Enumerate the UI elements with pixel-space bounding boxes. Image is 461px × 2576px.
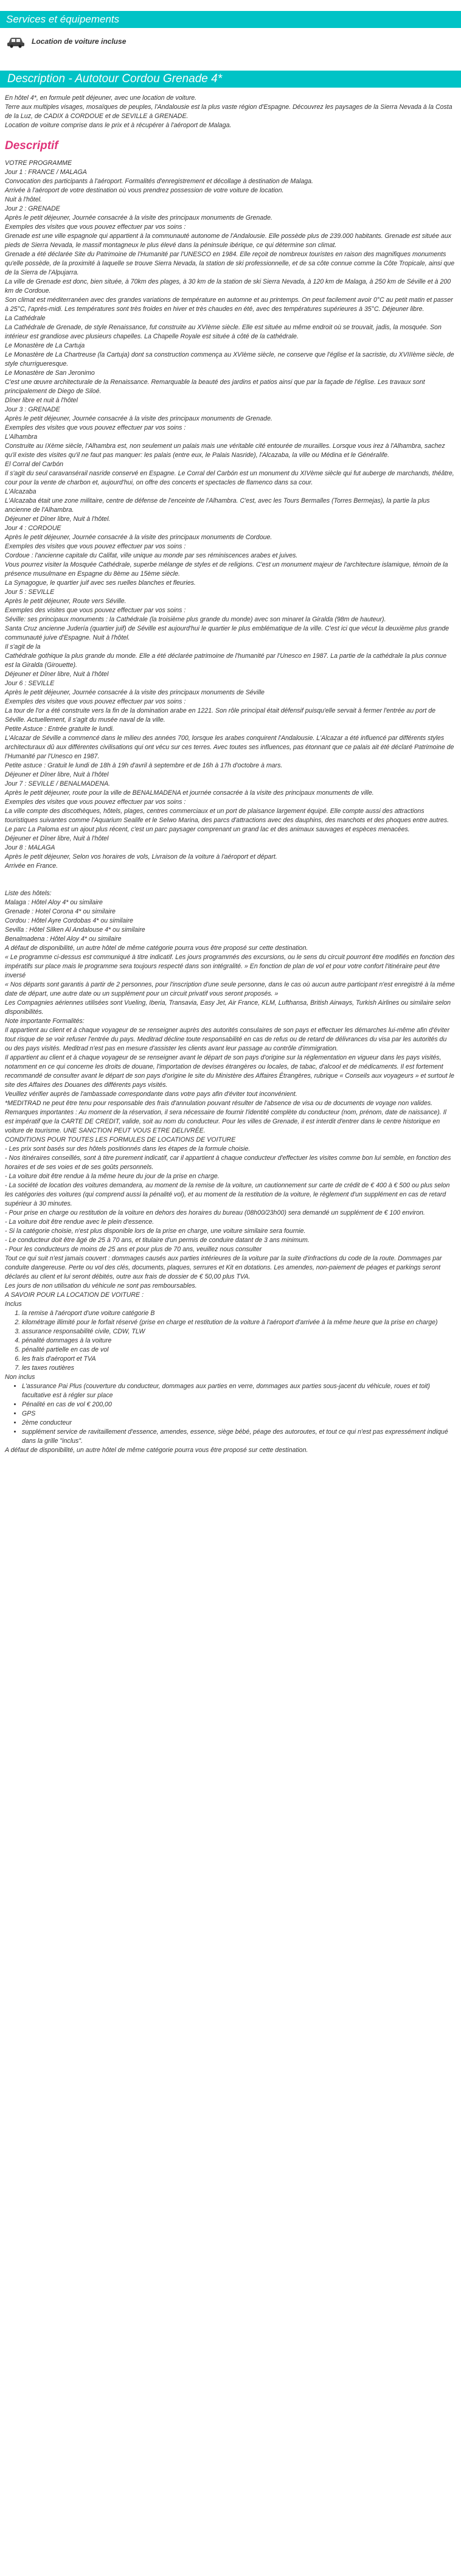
program-line: L'Alcazaba: [5, 488, 36, 495]
hotel-line: Sevilla : Hôtel Silken Al Andalouse 4* ou similaire: [5, 926, 145, 934]
program-line: Le Monastère de San Jeronimo: [5, 369, 95, 377]
program-line: Jour 2 : GRENADE: [5, 205, 60, 212]
hotel-line: *MEDITRAD ne peut être tenu pour responsable des frais d'annulation pouvant résulter de l'absence de visa ou de documents de voyage non valides.: [5, 1100, 433, 1107]
program-line: Exemples des visites que vous pouvez effectuer par vos soins :: [5, 798, 186, 806]
hotel-line: « Nos départs sont garantis à partir de 2 personnes, pour l'inscription d'une seule personne, dans le cas où aucun autre participant n'est enregistré à la même date de départ, une autre date ou un supplément pour un circuit privatif vous seront proposés. »: [5, 981, 455, 997]
services-heading: Services et équipements: [0, 11, 461, 28]
program-line: VOTRE PROGRAMME: [5, 159, 72, 167]
car-icon: [6, 35, 26, 48]
program-line: Arrivée en France.: [5, 862, 58, 870]
hotel-line: - Le conducteur doit être âgé de 25 à 70 ans, et titulaire d'un permis de conduire datant de 3 ans minimum.: [5, 1237, 310, 1244]
hotel-line: - La voiture doit être rendue à la même heure du jour de la prise en charge.: [5, 1173, 220, 1180]
program-line: Jour 7 : SEVILLE / BENALMADENA.: [5, 780, 111, 787]
hotel-line: Tout ce qui suit n'est jamais couvert : dommages causés aux parties intérieures de la voiture par la suite d'infractions du code de la route. Dommages par conduite dangereuse. Perte ou vol des clés, documents, plaques, serrures et Kit en dotations. Les amendes, non-paiement de péages et parkings seront déclarés au client et lui seront débités, outre aux frais de dossier de € 50,00 plus TVA.: [5, 1255, 442, 1280]
program-line: Santa Cruz ancienne Judería (quartier juif) de Séville est aujourd'hui le quartier le plus emblématique de la ville. C'est ici que vécut la deuxième plus grande communauté juive d'Espagne. Nuit à l'hôtel.: [5, 625, 449, 641]
program-line: Nuit à l'hôtel.: [5, 196, 42, 203]
included-item: 4. pénalité dommages à la voiture: [22, 1336, 455, 1346]
program-line: Après le petit déjeuner, Journée consacrée à la visite des principaux monuments de Séville: [5, 689, 265, 696]
not-included-item: • Pénalité en cas de vol € 200,00: [22, 1400, 455, 1409]
description-content: [0, 88, 461, 1455]
hotel-line: Liste des hôtels:: [5, 890, 52, 897]
program-line: La ville de Grenade est donc, bien située, à 70km des plages, à 30 km de la station de ski Sierra Nevada, à 120 km de Malaga, à 250 km de Séville et à 200 km de Cordoue.: [5, 278, 451, 295]
program-line: La tour de l'or a été construite vers la fin de la domination arabe en 1221. Son rôle principal était défensif puisqu'elle servait à fermer l'entrée au port de Séville. Actuellement, il s'agit du musée naval de la ville.: [5, 707, 436, 724]
program-line: Convocation des participants à l'aéroport. Formalités d'enregistrement et décollage à destination de Malaga.: [5, 178, 313, 185]
equipment-item: [0, 28, 461, 55]
included-list: [5, 1309, 455, 1373]
included-item: 2. kilométrage illimité pour le forfait réservé (prise en charge et restitution de la voiture à l'aéroport d'arrivée à la même heure que la prise en charge): [22, 1318, 455, 1327]
not-included-item: • L'assurance Pai Plus (couverture du conducteur, dommages aux parties en verre, dommages aux parties sous-jacent du véhicule, roues et toit) facultative est à régler sur place: [22, 1382, 455, 1400]
hotel-line: Cordou : Hôtel Ayre Cordobas 4* ou similaire: [5, 917, 133, 924]
program-line: Après le petit déjeuner, Journée consacrée à la visite des principaux monuments de Grenade.: [5, 415, 272, 422]
hotel-line: « Le programme ci-dessus est communiqué à titre indicatif. Les jours programmés des excursions, ou le sens du circuit pourront être modifiés en fonction des impératifs sur place mais le programme sera toujours respecté dans son intégralité. » En fonction de plan de vol et pour votre confort l'itinéraire peut être inversé: [5, 954, 455, 979]
program-line: Exemples des visites que vous pouvez effectuer par vos soins :: [5, 543, 186, 550]
descriptif-title: Descriptif: [5, 139, 58, 152]
program-line: Après le petit déjeuner, route pour la ville de BENALMADENA et journée consacrée à la visite des principaux monuments de ville.: [5, 789, 374, 797]
program-line: Construite au IXème siècle, l'Alhambra est, non seulement un palais mais une véritable cité entourée de murailles. Lorsque vous irez à l'Alhambra, sachez qu'il existe des visites qu'il ne faut pas manquer: les palais (entre eux, le Palais Nasride), l'Alcazaba, la ville ou Médina et le Généralife.: [5, 442, 445, 459]
program-line: Déjeuner et Dîner libre, Nuit à l'hôtel.: [5, 515, 111, 523]
intro-block: [5, 94, 455, 130]
equipment-item-label: Location de voiture incluse: [32, 37, 127, 46]
program-line: Déjeuner et Dîner libre, Nuit à l'hôtel: [5, 835, 109, 842]
program-line: Déjeuner et Dîner libre, Nuit à l'hôtel: [5, 671, 109, 678]
not-included-item: • GPS: [22, 1409, 455, 1419]
not-included-label: Non inclus: [5, 1374, 35, 1381]
hotel-line: Les Compagnies aériennes utilisées sont Vueling, Iberia, Transavia, Easy Jet, Air France, KLM, Lufthansa, British Airways, Turkish Airlines ou similaire selon disponibilités.: [5, 999, 451, 1016]
program-line: Arrivée à l'aéroport de votre destination où vous prendrez possession de votre voiture de location.: [5, 187, 284, 194]
program-line: C'est une œuvre architecturale de la Renaissance. Remarquable la beauté des jardins et patios ainsi que par la façade de l'église. Les travaux sont principalement de Diego de Siloé.: [5, 379, 425, 395]
hotel-line: Note importante Formalités:: [5, 1017, 85, 1025]
program-line: Exemples des visites que vous pouvez effectuer par vos soins :: [5, 424, 186, 431]
intro-line: Terre aux multiples visages, mosaïques de peuples, l'Andalousie est la plus vaste région d'Espagne. Découvrez les paysages de la Sierra Nevada à la Costa de la Luz, de CADIX à CORDOUE et de SEVILLE à GRENADE.: [5, 103, 452, 120]
included-item: 5. pénalité partielle en cas de vol: [22, 1346, 455, 1355]
program-line: Après le petit déjeuner, Route vers Séville.: [5, 598, 127, 605]
hotel-line: Les jours de non utilisation du véhicule ne sont pas remboursables.: [5, 1282, 197, 1290]
description-heading: Description - Autotour Cordou Grenade 4*: [0, 71, 461, 88]
hotel-line: - Nos itinéraires conseillés, sont à titre purement indicatif, car il appartient à chaque conducteur d'effectuer les visites comme bon lui semble, en fonction des horaires et de ses voies et de ses goûts personnels.: [5, 1154, 451, 1171]
hotel-line: Il appartient au client et à chaque voyageur de se renseigner avant le départ de son pays d'origine sur la réglementation en vigueur dans les pays visités, notamment en ce qui concerne les droits de douane, l'importation de devises étrangères ou locales, de tabac, d'alcool et de médicaments. Il est fortement recommandé de consulter avant le départ de son pays d'origine le site du Ministère des Affaires Étrangères, rubrique « Conseils aux voyageurs » et surtout le site des Affaires des Douanes des différents pays visités.: [5, 1054, 454, 1089]
hotel-line: - Les prix sont basés sur des hôtels positionnés dans les étapes de la formule choisie.: [5, 1145, 251, 1153]
program-line: Grenade est une ville espagnole qui appartient à la communauté autonome de l'Andalousie. Elle possède plus de 239.000 habitants. Grenade est située aux pieds de Sierra Nevada, le massif montagneux le plus élevé dans la péninsule ibérique, ce qui détermine son climat.: [5, 232, 452, 249]
program-line: L'Alhambra: [5, 433, 38, 441]
included-item: 3. assurance responsabilité civile, CDW, TLW: [22, 1327, 455, 1336]
program-line: Après le petit déjeuner, Journée consacrée à la visite des principaux monuments de Grenade.: [5, 214, 272, 222]
not-included-list: [5, 1382, 455, 1446]
program-line: Dîner libre et nuit à l'hôtel: [5, 397, 78, 404]
hotel-line: Il appartient au client et à chaque voyageur de se renseigner auprès des autorités consulaires de son pays et effectuer les démarches lui-même afin d'éviter tout risque de se voir refuser l'entrée du pays. Meditrad décline toute responsabilité en cas de refus ou de retard de délivrances du visa par les autorités du ou des pays visités. Meditrad n'est pas en mesure d'assister les clients avant leur passage au contrôle d'immigration.: [5, 1027, 450, 1052]
program-line: Jour 5 : SEVILLE: [5, 588, 55, 596]
program-line: Après le petit déjeuner, Journée consacrée à la visite des principaux monuments de Cordoue.: [5, 534, 272, 541]
hotel-line: Grenade : Hotel Corona 4* ou similaire: [5, 908, 116, 915]
program-line: Le Monastère de La Cartuja: [5, 342, 85, 349]
hotel-line: - Si la catégorie choisie, n'est plus disponible lors de la prise en charge, une voiture similaire sera fournie.: [5, 1227, 306, 1235]
intro-line: En hôtel 4*, en formule petit déjeuner, avec une location de voiture.: [5, 94, 197, 102]
included-item: 7. les taxes routières: [22, 1364, 455, 1373]
hotel-line: Veuillez vérifier auprès de l'ambassade correspondante dans votre pays afin d'éviter tout inconvénient.: [5, 1091, 297, 1098]
hotel-line: Inclus: [5, 1300, 22, 1308]
program-line: Petite astuce : Gratuit le lundi de 18h à 19h d'avril à septembre et de 16h à 17h d'octobre à mars.: [5, 762, 283, 769]
program-line: La ville compte des discothèques, hôtels, plages, centres commerciaux et un port de plaisance largement équipé. Elle compte aussi des attractions touristiques suivantes comme l'Aquarium Sealife et le Selwo Marina, des parcs d'attractions avec des dauphins, des manchots et des phoques entre autres.: [5, 808, 449, 824]
program-line: Vous pourrez visiter la Mosquée Cathédrale, superbe mélange de styles et de religions. C'est un monument majeur de l'architecture islamique, témoin de la présence musulmane en Espagne du 8ème au 15ème siècle.: [5, 561, 448, 578]
program-line: Jour 1 : FRANCE / MALAGA: [5, 169, 87, 176]
program-line: La Cathédrale: [5, 315, 46, 322]
included-item: 6. les frais d'aéroport et TVA: [22, 1355, 455, 1364]
hotel-line: Benalmadena : Hôtel Aloy 4* ou similaire: [5, 935, 122, 943]
program-line: La Cathédrale de Grenade, de style Renaissance, fut construite au XVIème siècle. Elle est située au même endroit où se trouvait, jadis, la mosquée. Son intérieur est grandiose avec plusieurs chapelles. La Chapelle Royale est située à côté de la cathédrale.: [5, 324, 442, 340]
program-line: El Corral del Carbón: [5, 461, 63, 468]
program-line: La Synagogue, le quartier juif avec ses ruelles blanches et fleuries.: [5, 579, 196, 587]
hotels-block: [5, 889, 455, 1309]
program-line: Jour 8 : MALAGA: [5, 844, 55, 851]
hotel-line: - Pour les conducteurs de moins de 25 ans et pour plus de 70 ans, veuillez nous consulter: [5, 1246, 262, 1253]
program-line: Jour 4 : CORDOUE: [5, 525, 61, 532]
hotel-line: A SAVOIR POUR LA LOCATION DE VOITURE :: [5, 1291, 144, 1299]
program-line: Le parc La Paloma est un ajout plus récent, c'est un parc paysager comprenant un grand lac et des animaux sauvages et espèces menacées.: [5, 826, 410, 833]
hotel-line: A défaut de disponibilité, un autre hôtel de même catégorie pourra vous être proposé sur cette destination.: [5, 944, 308, 952]
program-line: Petite Astuce : Entrée gratuite le lundi.: [5, 725, 114, 733]
program-line: Cordoue : l'ancienne capitale du Califat, ville unique au monde par ses réminiscences arabes et juives.: [5, 552, 298, 559]
hotel-line: Malaga : Hôtel Aloy 4* ou similaire: [5, 899, 103, 906]
not-included-item: • 2ème conducteur: [22, 1419, 455, 1428]
program-line: Jour 6 : SEVILLE: [5, 680, 55, 687]
program-line: L'Alcazaba était une zone militaire, centre de défense de l'enceinte de l'Alhambra. C'est, avec les Tours Bermalles (Torres Bermejas), la partie la plus ancienne de l'Alhambra.: [5, 497, 430, 514]
hotel-line: CONDITIONS POUR TOUTES LES FORMULES DE LOCATIONS DE VOITURE: [5, 1136, 236, 1143]
hotel-line: - La société de location des voitures demandera, au moment de la remise de la voiture, un cautionnement sur carte de crédit de € 400 à € 500 ou plus selon les catégories des voitures (qui comprend aussi la pénalité vol), et au moment de la restitution de la voiture, le règlement d'un supplément en cas de retard supérieur à 30 minutes.: [5, 1182, 450, 1207]
program-line: L'Alcazar de Séville a commencé dans le milieu des années 700, lorsque les arabes conquirent l'Andalousie. L'Alcazar a été influencé par différents styles architecturaux dû aux différentes civilisations qui ont vécu sur ces terres. Avec toutes ses influences, pas étonnant que ce palais ait été déclaré Patrimoine de l'Humanité par l'Unesco en 1987.: [5, 735, 454, 760]
program-line: Il s'agit du seul caravansérail nasride conservé en Espagne. Le Corral del Carbón est un monument du XIVème siècle qui fut auberge de marchands, théâtre, cour pour la vente de charbon et, aujourd'hui, on offre des concerts et spectacles de flamenco dans sa cour.: [5, 470, 454, 486]
not-included-item: • supplément service de ravitaillement d'essence, amendes, essence, siège bébé, péage des autoroutes, et tout ce qui n'est pas expressément indiqué dans la grille "inclus".: [22, 1428, 455, 1446]
hotel-line: Remarques importantes : Au moment de la réservation, il sera nécessaire de fournir l'identité complète du conducteur (nom, prénom, date de naissance). Il est impératif que la CARTE DE CREDIT, valide, soit au nom du conducteur. Pour les villes de Grenade, il est interdit d'entrer dans le centre historique en voiture de tourisme. UNE SANCTION PEUT VOUS ETRE DELIVRÉE.: [5, 1109, 446, 1134]
program-line: Exemples des visites que vous pouvez effectuer par vos soins :: [5, 607, 186, 614]
hotel-line: - La voiture doit être rendue avec le plein d'essence.: [5, 1218, 154, 1226]
intro-line: Location de voiture comprise dans le prix et à récupérer à l'aéroport de Malaga.: [5, 122, 232, 129]
program-line: Séville: ses principaux monuments : la Cathédrale (la troisième plus grande du monde) avec son minaret la Giralda (98m de hauteur).: [5, 616, 386, 623]
program-line: Son climat est méditerranéen avec des grandes variations de température en automne et au printemps. On peut facilement avoir 0°C au petit matin et passer à 25°C, l'après-midi. Les températures sont très froides en hiver et très chaudes en été, avec des températures supérieures à 35°C. Déjeuner libre.: [5, 296, 453, 313]
program-block: [5, 159, 455, 871]
hotel-line: - Pour prise en charge ou restitution de la voiture en dehors des horaires du bureau (08h00/23h00) sera demandé un supplément de € 100 environ.: [5, 1209, 425, 1216]
included-item: 1. la remise à l'aéroport d'une voiture catégorie B: [22, 1309, 455, 1318]
program-line: Exemples des visites que vous pouvez effectuer par vos soins :: [5, 698, 186, 705]
footer-note: A défaut de disponibilité, un autre hôtel de même catégorie pourra vous être proposé sur cette destination.: [5, 1447, 308, 1454]
program-line: Après le petit déjeuner, Selon vos horaires de vols, Livraison de la voiture à l'aéroport et départ.: [5, 853, 277, 860]
program-line: Cathédrale gothique la plus grande du monde. Elle a été déclarée patrimoine de l'humanité par l'Unesco en 1987. La partie de la cathédrale la plus connue est la Giralda (Girouette).: [5, 652, 447, 669]
program-line: Il s'agit de la: [5, 643, 41, 651]
program-line: Le Monastère de La Chartreuse (la Cartuja) dont sa construction commença au XVIème siècle, ne conserve que l'église et la sacristie, du XVIIIème siècle, de style churrigueresque.: [5, 351, 454, 368]
program-line: Déjeuner et Dîner libre, Nuit à l'hôtel: [5, 771, 109, 778]
program-line: Exemples des visites que vous pouvez effectuer par vos soins :: [5, 223, 186, 231]
program-line: Jour 3 : GRENADE: [5, 406, 60, 413]
program-line: Grenade a été déclarée Site du Patrimoine de l'Humanité par l'UNESCO en 1984. Elle reçoit de nombreux touristes en raison des magnifiques monuments qu'elle possède, de la proximité à laquelle se trouve Sierra Nevada, la station de ski professionnelle, et de sa côte connue comme la Côte Tropicale, ainsi que de la Sierra de l'Alpujarra.: [5, 251, 455, 276]
